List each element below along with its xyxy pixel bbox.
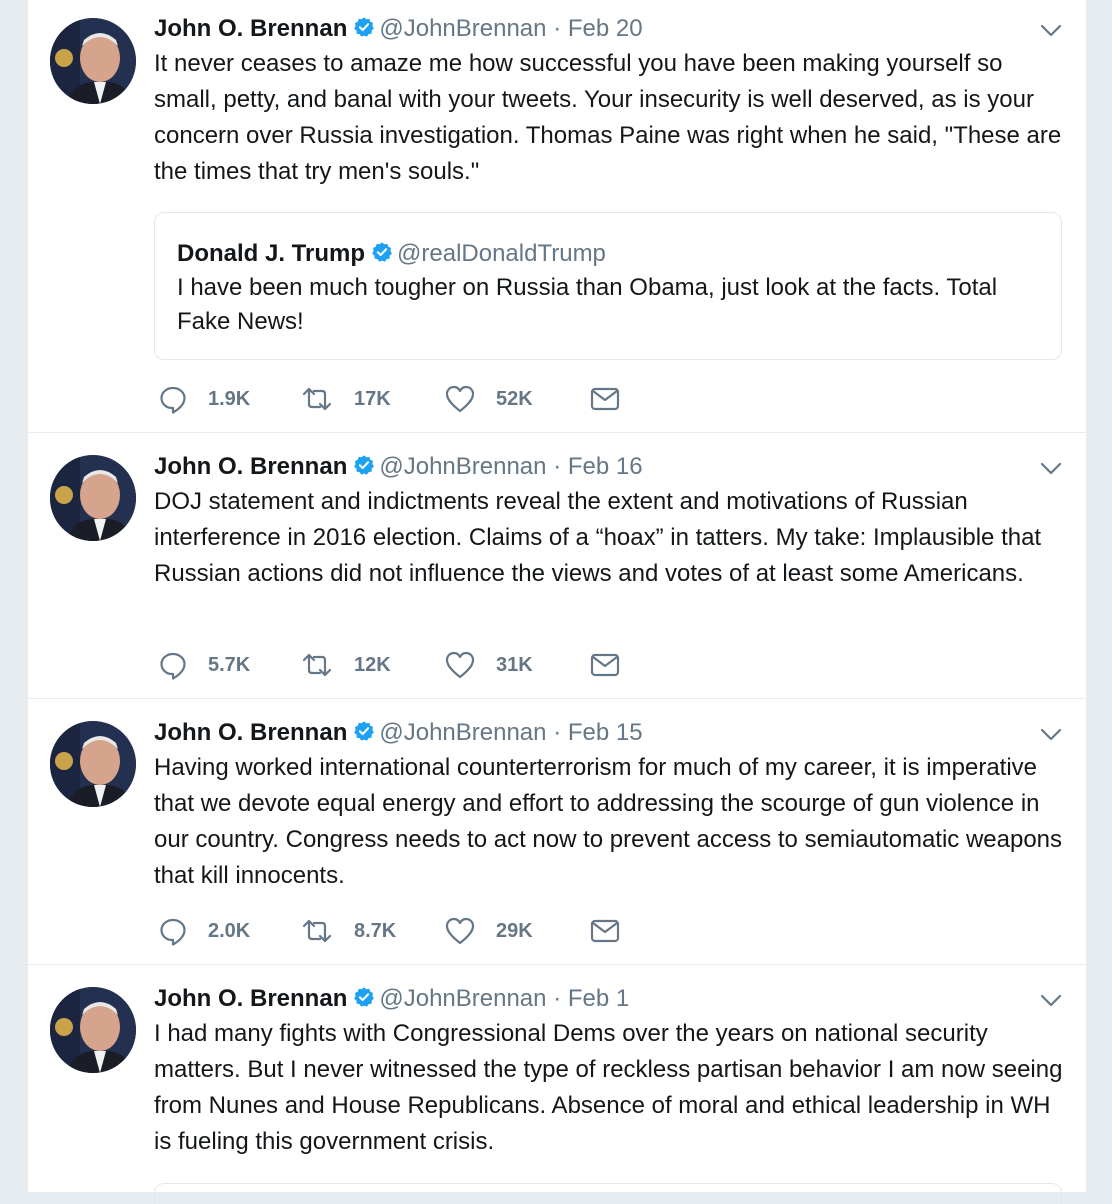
envelope-icon <box>590 386 620 412</box>
tweet-header <box>154 984 629 1014</box>
avatar[interactable] <box>50 721 136 807</box>
tweet[interactable] <box>28 965 1086 1192</box>
reply-icon <box>158 384 188 414</box>
reply-icon <box>158 916 188 946</box>
retweet-icon <box>300 916 334 946</box>
retweet-count: 17K <box>354 387 391 410</box>
author-handle[interactable]: @JohnBrennan <box>379 719 547 746</box>
reply-count: 2.0K <box>208 919 251 942</box>
heart-icon <box>444 650 476 680</box>
avatar[interactable] <box>50 987 136 1073</box>
partial-card <box>154 1183 1062 1204</box>
author-handle[interactable]: @JohnBrennan <box>379 15 547 42</box>
envelope-icon <box>590 918 620 944</box>
tweet-date[interactable]: Feb 16 <box>567 453 643 480</box>
tweet[interactable] <box>28 433 1086 698</box>
envelope-icon <box>590 652 620 678</box>
author-name[interactable]: John O. Brennan <box>154 719 348 746</box>
verified-badge-icon <box>353 720 375 750</box>
like-count: 31K <box>496 653 533 676</box>
author-name[interactable]: John O. Brennan <box>154 453 348 480</box>
direct-message-button[interactable] <box>590 914 620 948</box>
reply-button[interactable] <box>158 382 250 416</box>
direct-message-button[interactable] <box>590 648 620 682</box>
chevron-down-icon[interactable] <box>1040 728 1062 742</box>
heart-icon <box>444 916 476 946</box>
chevron-down-icon[interactable] <box>1040 462 1062 476</box>
tweet[interactable] <box>28 0 1086 432</box>
tweet-header <box>154 452 643 482</box>
tweet-header <box>154 14 643 44</box>
reply-button[interactable] <box>158 914 250 948</box>
tweet-text: It never ceases to amaze me how successful you have been making yourself so small, petty, and banal with your tweets. Your insecurity is well deserved, as is your concern over Russia investigation. Thomas Paine was right when he said, "These are the times that try men's souls." <box>154 50 1062 185</box>
separator-dot: · <box>553 985 562 1012</box>
tweet-date[interactable]: Feb 1 <box>567 985 630 1012</box>
avatar[interactable] <box>50 455 136 541</box>
separator-dot: · <box>553 453 562 480</box>
like-button[interactable] <box>444 382 533 416</box>
heart-icon <box>444 384 476 414</box>
retweet-icon <box>300 384 334 414</box>
verified-badge-icon <box>353 16 375 46</box>
verified-badge-icon <box>353 986 375 1016</box>
retweet-button[interactable] <box>300 382 391 416</box>
retweet-button[interactable] <box>300 914 396 948</box>
like-count: 52K <box>496 387 533 410</box>
like-button[interactable] <box>444 648 533 682</box>
avatar[interactable] <box>50 18 136 104</box>
tweet[interactable] <box>28 699 1086 964</box>
author-handle[interactable]: @JohnBrennan <box>379 985 547 1012</box>
chevron-down-icon[interactable] <box>1040 24 1062 38</box>
reply-icon <box>158 650 188 680</box>
like-count: 29K <box>496 919 533 942</box>
tweet-date[interactable]: Feb 15 <box>567 719 643 746</box>
retweet-count: 12K <box>354 653 391 676</box>
author-handle[interactable]: @JohnBrennan <box>379 453 547 480</box>
like-button[interactable] <box>444 914 533 948</box>
quoted-tweet[interactable] <box>154 212 1062 360</box>
retweet-icon <box>300 650 334 680</box>
direct-message-button[interactable] <box>590 382 620 416</box>
reply-count: 5.7K <box>208 653 251 676</box>
retweet-button[interactable] <box>300 648 391 682</box>
quoted-tweet-header <box>177 239 606 271</box>
quoted-author-handle: @realDonaldTrump <box>397 240 606 267</box>
tweet-header <box>154 718 643 748</box>
quoted-author-name: Donald J. Trump <box>177 240 366 267</box>
tweet-date[interactable]: Feb 20 <box>567 15 643 42</box>
reply-count: 1.9K <box>208 387 251 410</box>
quoted-tweet-text: I have been much tougher on Russia than Obama, just look at the facts. Total Fake News! <box>177 274 998 335</box>
verified-badge-icon <box>371 241 393 271</box>
reply-button[interactable] <box>158 648 250 682</box>
author-name[interactable]: John O. Brennan <box>154 15 348 42</box>
tweet-text: Having worked international counterterrorism for much of my career, it is imperative that we devote equal energy and effort to addressing the scourge of gun violence in our country. Congress needs to act now to prevent access to semiautomatic weapons that kill innocents. <box>154 754 1063 889</box>
timeline <box>28 0 1086 1192</box>
separator-dot: · <box>553 719 562 746</box>
separator-dot: · <box>553 15 562 42</box>
author-name[interactable]: John O. Brennan <box>154 985 348 1012</box>
tweet-text: DOJ statement and indictments reveal the extent and motivations of Russian interference in 2016 election. Claims of a “hoax” in tatters. My take: Implausible that Russian actions did not influence the views and votes of at least some Americans. <box>154 488 1042 587</box>
retweet-count: 8.7K <box>354 919 397 942</box>
verified-badge-icon <box>353 454 375 484</box>
tweet-text: I had many fights with Congressional Dems over the years on national security matters. But I never witnessed the type of reckless partisan behavior I am now seeing from Nunes and House Republicans. Absence of moral and ethical leadership in WH is fueling this government crisis. <box>154 1020 1063 1155</box>
chevron-down-icon[interactable] <box>1040 994 1062 1008</box>
